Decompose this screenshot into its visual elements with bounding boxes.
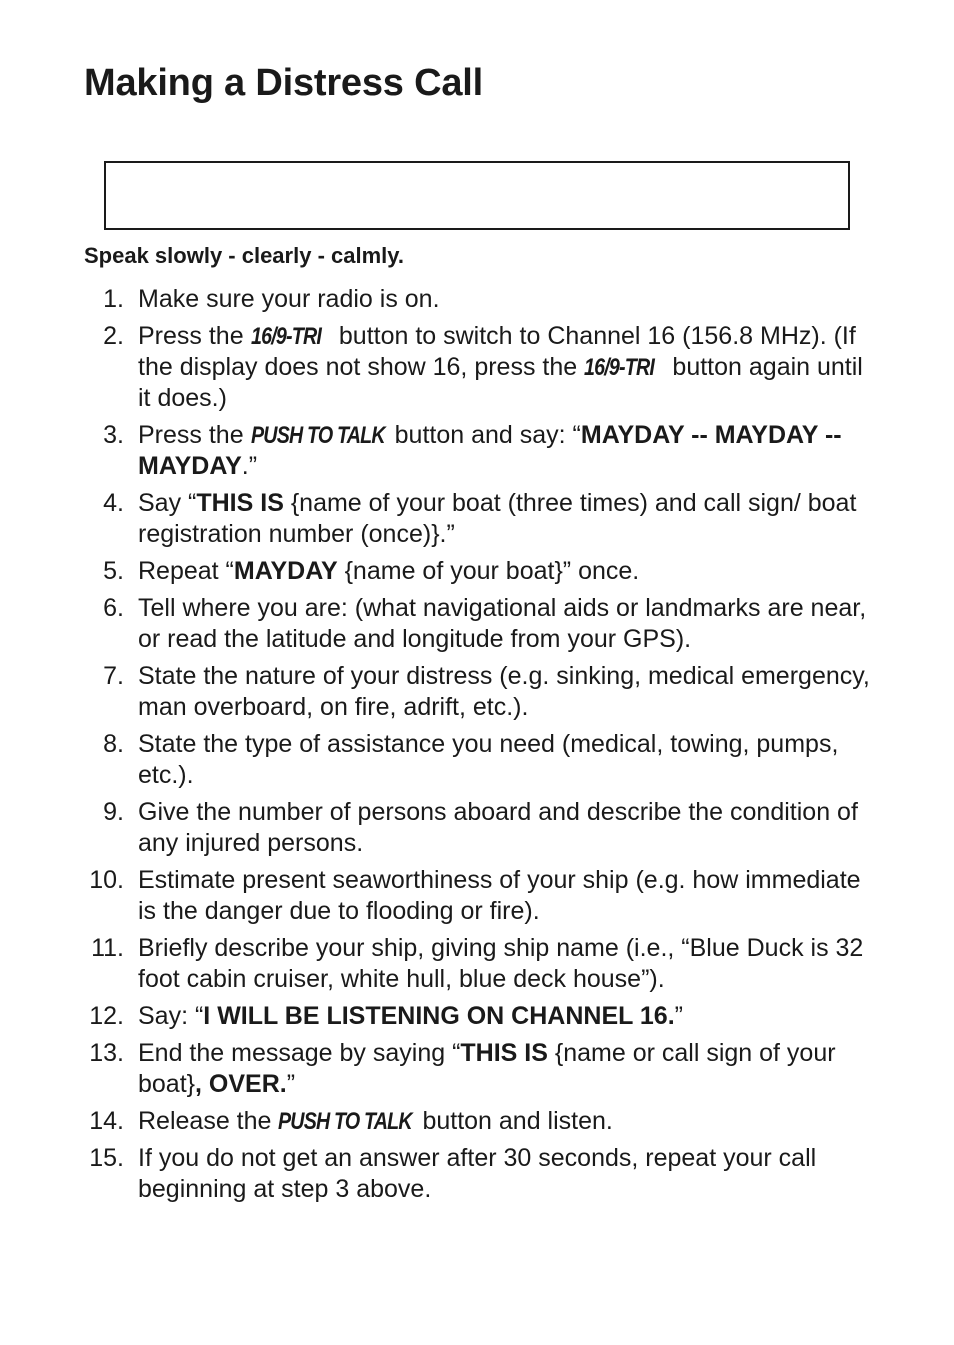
step-text: button and say: “ bbox=[387, 421, 581, 449]
step-text: {name of your boat}” once. bbox=[337, 557, 640, 585]
step-number: 10. bbox=[89, 866, 124, 894]
step-number: 5. bbox=[103, 557, 124, 585]
page-title: Making a Distress Call bbox=[84, 62, 483, 104]
step-text: Say “ bbox=[138, 489, 197, 517]
subheading: Speak slowly - clearly - calmly. bbox=[84, 243, 404, 268]
step-text: If you do not get an answer after 30 seconds, repeat your call beginning at step 3 above. bbox=[138, 1144, 817, 1203]
step-number: 15. bbox=[89, 1144, 124, 1172]
step-text: End the message by saying “ bbox=[138, 1039, 461, 1067]
step-text: Make sure your radio is on. bbox=[138, 285, 440, 313]
step-number: 4. bbox=[103, 489, 124, 517]
step-text: Estimate present seaworthiness of your ship (e.g. how immediate is the danger due to flooding or fire). bbox=[138, 866, 861, 925]
step-text: ” bbox=[286, 1070, 296, 1098]
list-item bbox=[84, 284, 874, 315]
list-item bbox=[84, 488, 874, 550]
list-item bbox=[84, 661, 874, 723]
push-to-talk-key-label: PUSH TO TALK bbox=[250, 422, 385, 449]
step-number: 8. bbox=[103, 730, 124, 758]
step-text: {name of your boat (three times) and call sign/ boat registration number (once)}.” bbox=[138, 489, 857, 548]
step-emphasis: MAYDAY -- MAYDAY -- MAYDAY bbox=[138, 421, 842, 480]
step-text: Briefly describe your ship, giving ship name (i.e., “Blue Duck is 32 foot cabin cruiser, white hull, blue deck house”). bbox=[138, 934, 864, 993]
step-number: 1. bbox=[103, 285, 124, 313]
step-text: State the type of assistance you need (medical, towing, pumps, etc.). bbox=[138, 730, 839, 789]
step-text: button again until it does.) bbox=[138, 353, 863, 412]
channel-key-label: 16/9-TRI bbox=[584, 354, 655, 381]
step-text: Say: “ bbox=[138, 1002, 204, 1030]
step-text: Tell where you are: (what navigational aids or landmarks are near, or read the latitude and longitude from your GPS). bbox=[138, 594, 867, 653]
list-item bbox=[84, 593, 874, 655]
step-number: 9. bbox=[103, 798, 124, 826]
blank-box bbox=[104, 161, 850, 230]
list-item bbox=[84, 1038, 874, 1100]
steps-list bbox=[84, 284, 874, 1211]
step-emphasis: , OVER. bbox=[195, 1070, 287, 1098]
step-emphasis: THIS IS bbox=[196, 489, 284, 517]
step-number: 2. bbox=[103, 322, 124, 350]
list-item bbox=[84, 797, 874, 859]
step-text: {name or call sign of your boat} bbox=[138, 1039, 836, 1098]
step-text: Press the bbox=[138, 421, 251, 449]
list-item bbox=[84, 556, 874, 587]
list-item bbox=[84, 1001, 874, 1032]
list-item bbox=[84, 729, 874, 791]
step-emphasis: MAYDAY bbox=[233, 557, 338, 585]
list-item bbox=[84, 933, 874, 995]
step-number: 11. bbox=[91, 934, 124, 962]
channel-key-label: 16/9-TRI bbox=[250, 323, 321, 350]
step-text: State the nature of your distress (e.g. sinking, medical emergency, man overboard, on fire, adrift, etc.). bbox=[138, 662, 870, 721]
step-number: 12. bbox=[89, 1002, 124, 1030]
step-emphasis: THIS IS bbox=[460, 1039, 548, 1067]
step-text: button and listen. bbox=[415, 1107, 613, 1135]
list-item bbox=[84, 321, 874, 414]
list-item bbox=[84, 1106, 874, 1137]
step-number: 7. bbox=[103, 662, 124, 690]
list-item bbox=[84, 1143, 874, 1205]
step-text: Release the bbox=[138, 1107, 279, 1135]
step-number: 3. bbox=[103, 421, 124, 449]
step-text: ” bbox=[674, 1002, 683, 1030]
step-number: 13. bbox=[89, 1039, 124, 1067]
step-number: 14. bbox=[89, 1107, 124, 1135]
list-item bbox=[84, 865, 874, 927]
step-text: Give the number of persons aboard and describe the condition of any injured persons. bbox=[138, 798, 858, 857]
list-item bbox=[84, 420, 874, 482]
step-text: button to switch to Channel 16 (156.8 MHz). (If the display does not show 16, press the bbox=[138, 322, 856, 381]
step-emphasis: I WILL BE LISTENING ON CHANNEL 16. bbox=[203, 1002, 675, 1030]
step-number: 6. bbox=[103, 594, 124, 622]
step-text: .” bbox=[241, 452, 258, 480]
push-to-talk-key-label: PUSH TO TALK bbox=[278, 1108, 413, 1135]
step-text: Press the bbox=[138, 322, 251, 350]
step-text: Repeat “ bbox=[138, 557, 234, 585]
